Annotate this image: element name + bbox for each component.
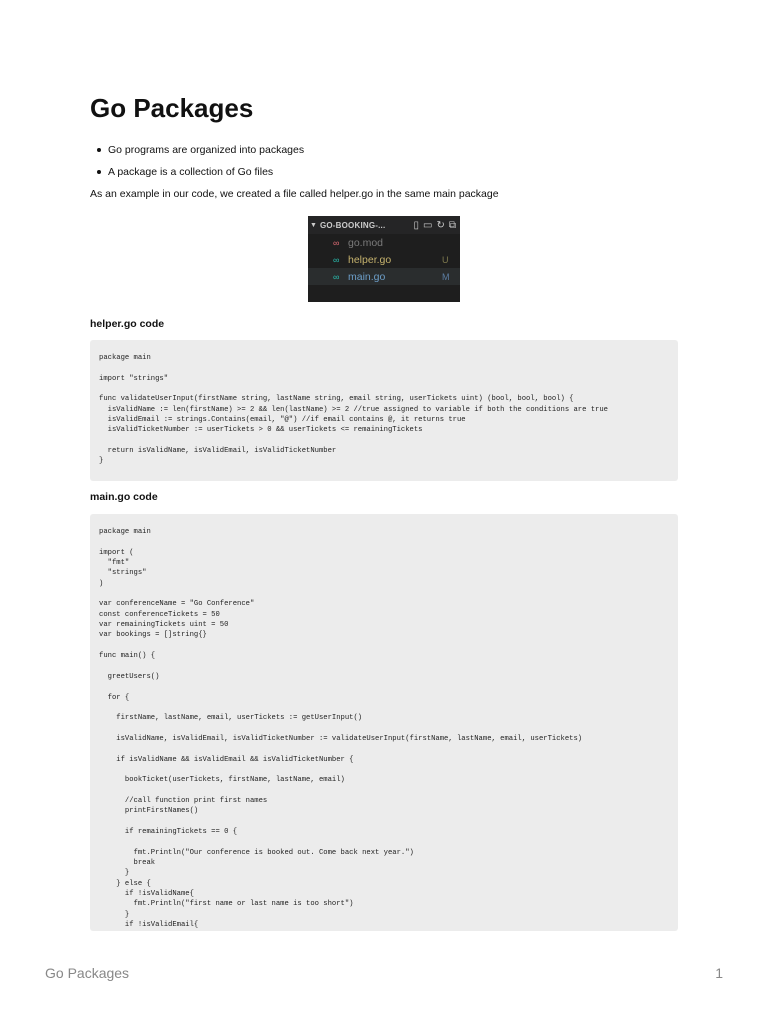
file-name: go.mod xyxy=(348,236,384,249)
main-code-heading: main.go code xyxy=(90,491,158,503)
go-file-icon: ∞ xyxy=(333,254,340,265)
collapse-all-icon[interactable]: ⧉ xyxy=(448,219,456,231)
file-explorer-screenshot xyxy=(308,216,460,302)
explorer-header xyxy=(308,216,460,234)
new-file-icon[interactable]: ▯ xyxy=(413,219,420,231)
refresh-icon[interactable]: ↻ xyxy=(436,219,445,231)
intro-paragraph: As an example in our code, we created a file called helper.go in the same main package xyxy=(90,188,499,200)
file-name: helper.go xyxy=(348,253,392,266)
bullet-item: A package is a collection of Go files xyxy=(90,164,304,186)
helper-code-heading: helper.go code xyxy=(90,318,165,330)
helper-code-block: package main import "strings" func validateUserInput(firstName string, lastName string, email string, userTickets uint) (bool, bool, bool) { isValidName := len(firstName) >= 2 && len(lastName) >= 2 //true assigned to variable if both the conditions are true isValidEmail := strings.Contains(email, "@") //if email contains @, it returns true isValidTicketNumber := userTickets > 0 && userTickets <= remainingTickets return isValidName, isValidEmail, isValidTicketNumber } xyxy=(90,340,678,481)
bullet-list xyxy=(90,142,304,186)
bullet-item: Go programs are organized into packages xyxy=(90,142,304,164)
file-row-main-go[interactable] xyxy=(308,268,460,285)
file-status-badge: U xyxy=(442,254,449,265)
go-mod-file-icon: ∞ xyxy=(333,237,340,248)
main-code-block: package main import ( "fmt" "strings" ) var conferenceName = "Go Conference" const conferenceTickets = 50 var remainingTickets uint = 50 var bookings = []string{} func main() { greetUsers() for { firstName, lastName, email, userTickets := getUserInput() isValidName, isValidEmail, isValidTicketNumber := validateUserInput(firstName, lastName, email, userTickets) if isValidName && isValidEmail && isValidTicketNumber { bookTicket(userTickets, firstName, lastName, email) //call function print first names printFirstNames() if remainingTickets == 0 { fmt.Println("Our conference is booked out. Come back next year.") break } } else { if !isValidName{ fmt.Println("first name or last name is too short") } if !isValidEmail{ xyxy=(90,514,678,931)
page-number: 1 xyxy=(715,965,723,981)
chevron-down-icon[interactable]: ▼ xyxy=(310,221,317,229)
file-status-badge: M xyxy=(442,271,450,282)
go-file-icon: ∞ xyxy=(333,271,340,282)
file-row-helper-go[interactable] xyxy=(308,251,460,268)
explorer-folder-name[interactable]: GO-BOOKING-... xyxy=(319,220,386,230)
footer-title: Go Packages xyxy=(45,965,130,981)
new-folder-icon[interactable]: ▭ xyxy=(423,219,433,231)
file-name: main.go xyxy=(348,270,386,283)
file-row-go-mod[interactable] xyxy=(308,234,460,251)
page-title: Go Packages xyxy=(90,93,254,123)
